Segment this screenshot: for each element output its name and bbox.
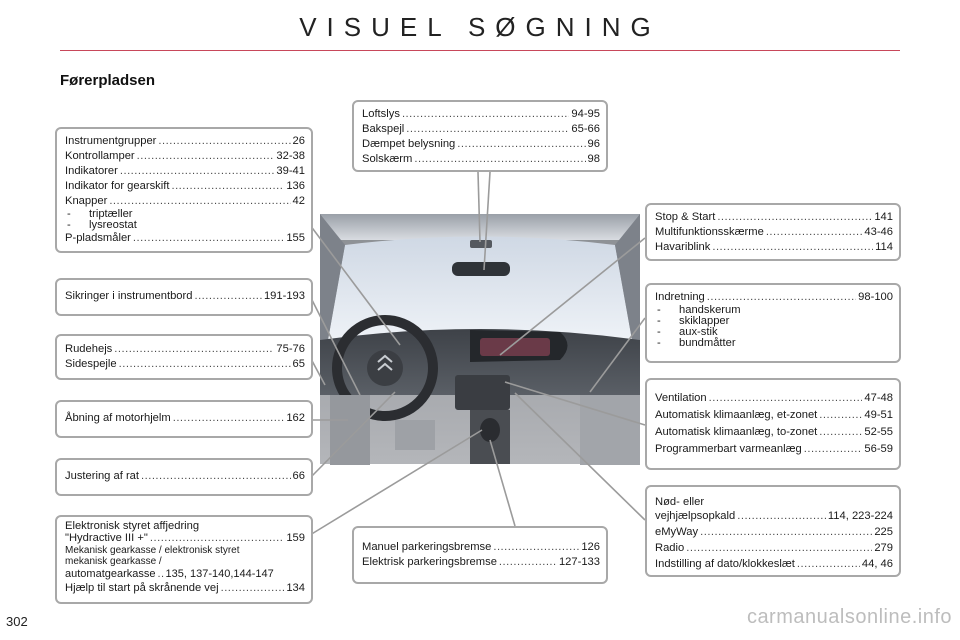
index-entry: vejhjælpsopkald ..... 114, 223-224 (655, 508, 893, 524)
index-entry: Automatisk klimaanlæg, to-zonet ..... 52-55 (655, 424, 893, 441)
index-entry: Instrumentgrupper ..... 26 (65, 134, 305, 149)
index-entry: Indstilling af dato/klokkeslæt ..... 44, 46 (655, 556, 893, 572)
index-entry: Multifunktionsskærme ..... 43-46 (655, 225, 893, 240)
steering-wheel-box (55, 458, 313, 496)
index-entry: Rudehejs ..... 75-76 (65, 342, 305, 357)
index-entry: Knapper ..... 42 (65, 194, 305, 209)
index-entry: Elektrisk parkeringsbremse ..... 127-133 (362, 555, 600, 570)
index-entry: Loftslys ..... 94-95 (362, 107, 600, 122)
index-entry: Indretning ..... 98-100 (655, 290, 893, 305)
display-screen (480, 338, 550, 356)
sub-entry: - lysreostat (67, 219, 137, 231)
sub-entry: - handskerum (657, 304, 741, 316)
sub-entry: - aux-stik (657, 326, 718, 338)
index-entry: eMyWay ..... 225 (655, 524, 893, 540)
emergency-box (645, 485, 901, 577)
index-entry: Radio ..... 279 (655, 540, 893, 556)
parking-brake-box (352, 526, 608, 584)
entry-line: mekanisk gearkasse / (65, 556, 162, 567)
ceiling-light (470, 240, 492, 248)
index-entry: Dæmpet belysning ..... 96 (362, 137, 600, 152)
index-entry: Hjælp til start på skrånende vej ..... 134 (65, 581, 305, 596)
gear-lever (480, 418, 500, 442)
sub-entry: - bundmåtter (657, 337, 736, 349)
index-entry: P-pladsmåler ..... 155 (65, 231, 305, 246)
entry-line: Elektronisk styret affjedring (65, 520, 200, 532)
index-entry: Indikator for gearskift ..... 136 (65, 179, 305, 194)
index-entry: Justering af rat ..... 66 (65, 469, 305, 484)
index-entry: "Hydractive III +" ..... 159 (65, 532, 305, 545)
index-entry: Automatisk klimaanlæg, et-zonet ..... 49-51 (655, 407, 893, 424)
index-entry: Stop & Start ..... 141 (655, 210, 893, 225)
index-entry: Ventilation ..... 47-48 (655, 390, 893, 407)
bonnet-box (55, 400, 313, 438)
fuses-box (55, 278, 313, 316)
instruments-box (55, 127, 313, 253)
entry-line: Mekanisk gearkasse / elektronisk styret (65, 545, 240, 556)
sub-entry: - skiklapper (657, 315, 730, 327)
index-entry: Kontrollamper ..... 32-38 (65, 149, 305, 164)
page-title: VISUEL SØGNING (299, 12, 661, 42)
watermark: carmanualsonline.info (746, 606, 952, 628)
index-entry: Åbning af motorhjelm ..... 162 (65, 411, 305, 426)
ventilation-box (645, 378, 901, 470)
entry-line: Nød- eller (655, 496, 705, 508)
rearview-mirror (452, 262, 510, 276)
stop-start-box (645, 203, 901, 261)
index-entry: Bakspejl ..... 65-66 (362, 122, 600, 137)
page-number: 302 (6, 614, 28, 629)
index-entry: Indikatorer ..... 39-41 (65, 164, 305, 179)
index-entry: automatgearkasse ..... 135, 137-140,144-147 (65, 567, 305, 581)
index-entry: Manuel parkeringsbremse ..... 126 (362, 540, 600, 555)
center-console-controls (455, 375, 510, 410)
index-entry: Sidespejle ..... 65 (65, 357, 305, 372)
gearbox-box (55, 515, 313, 604)
sub-entry: - triptæller (67, 208, 133, 220)
index-entry: Havariblink ..... 114 (655, 240, 893, 255)
index-entry: Solskærm ..... 98 (362, 152, 600, 167)
index-entry: Programmerbart varmeanlæg ..... 56-59 (655, 441, 893, 458)
car-interior (320, 214, 640, 465)
ceiling-box (352, 100, 608, 172)
windows-box (55, 334, 313, 380)
index-entry: Sikringer i instrumentbord ..... 191-193 (65, 289, 305, 304)
fittings-box (645, 283, 901, 363)
section-heading: Førerpladsen (60, 72, 156, 89)
